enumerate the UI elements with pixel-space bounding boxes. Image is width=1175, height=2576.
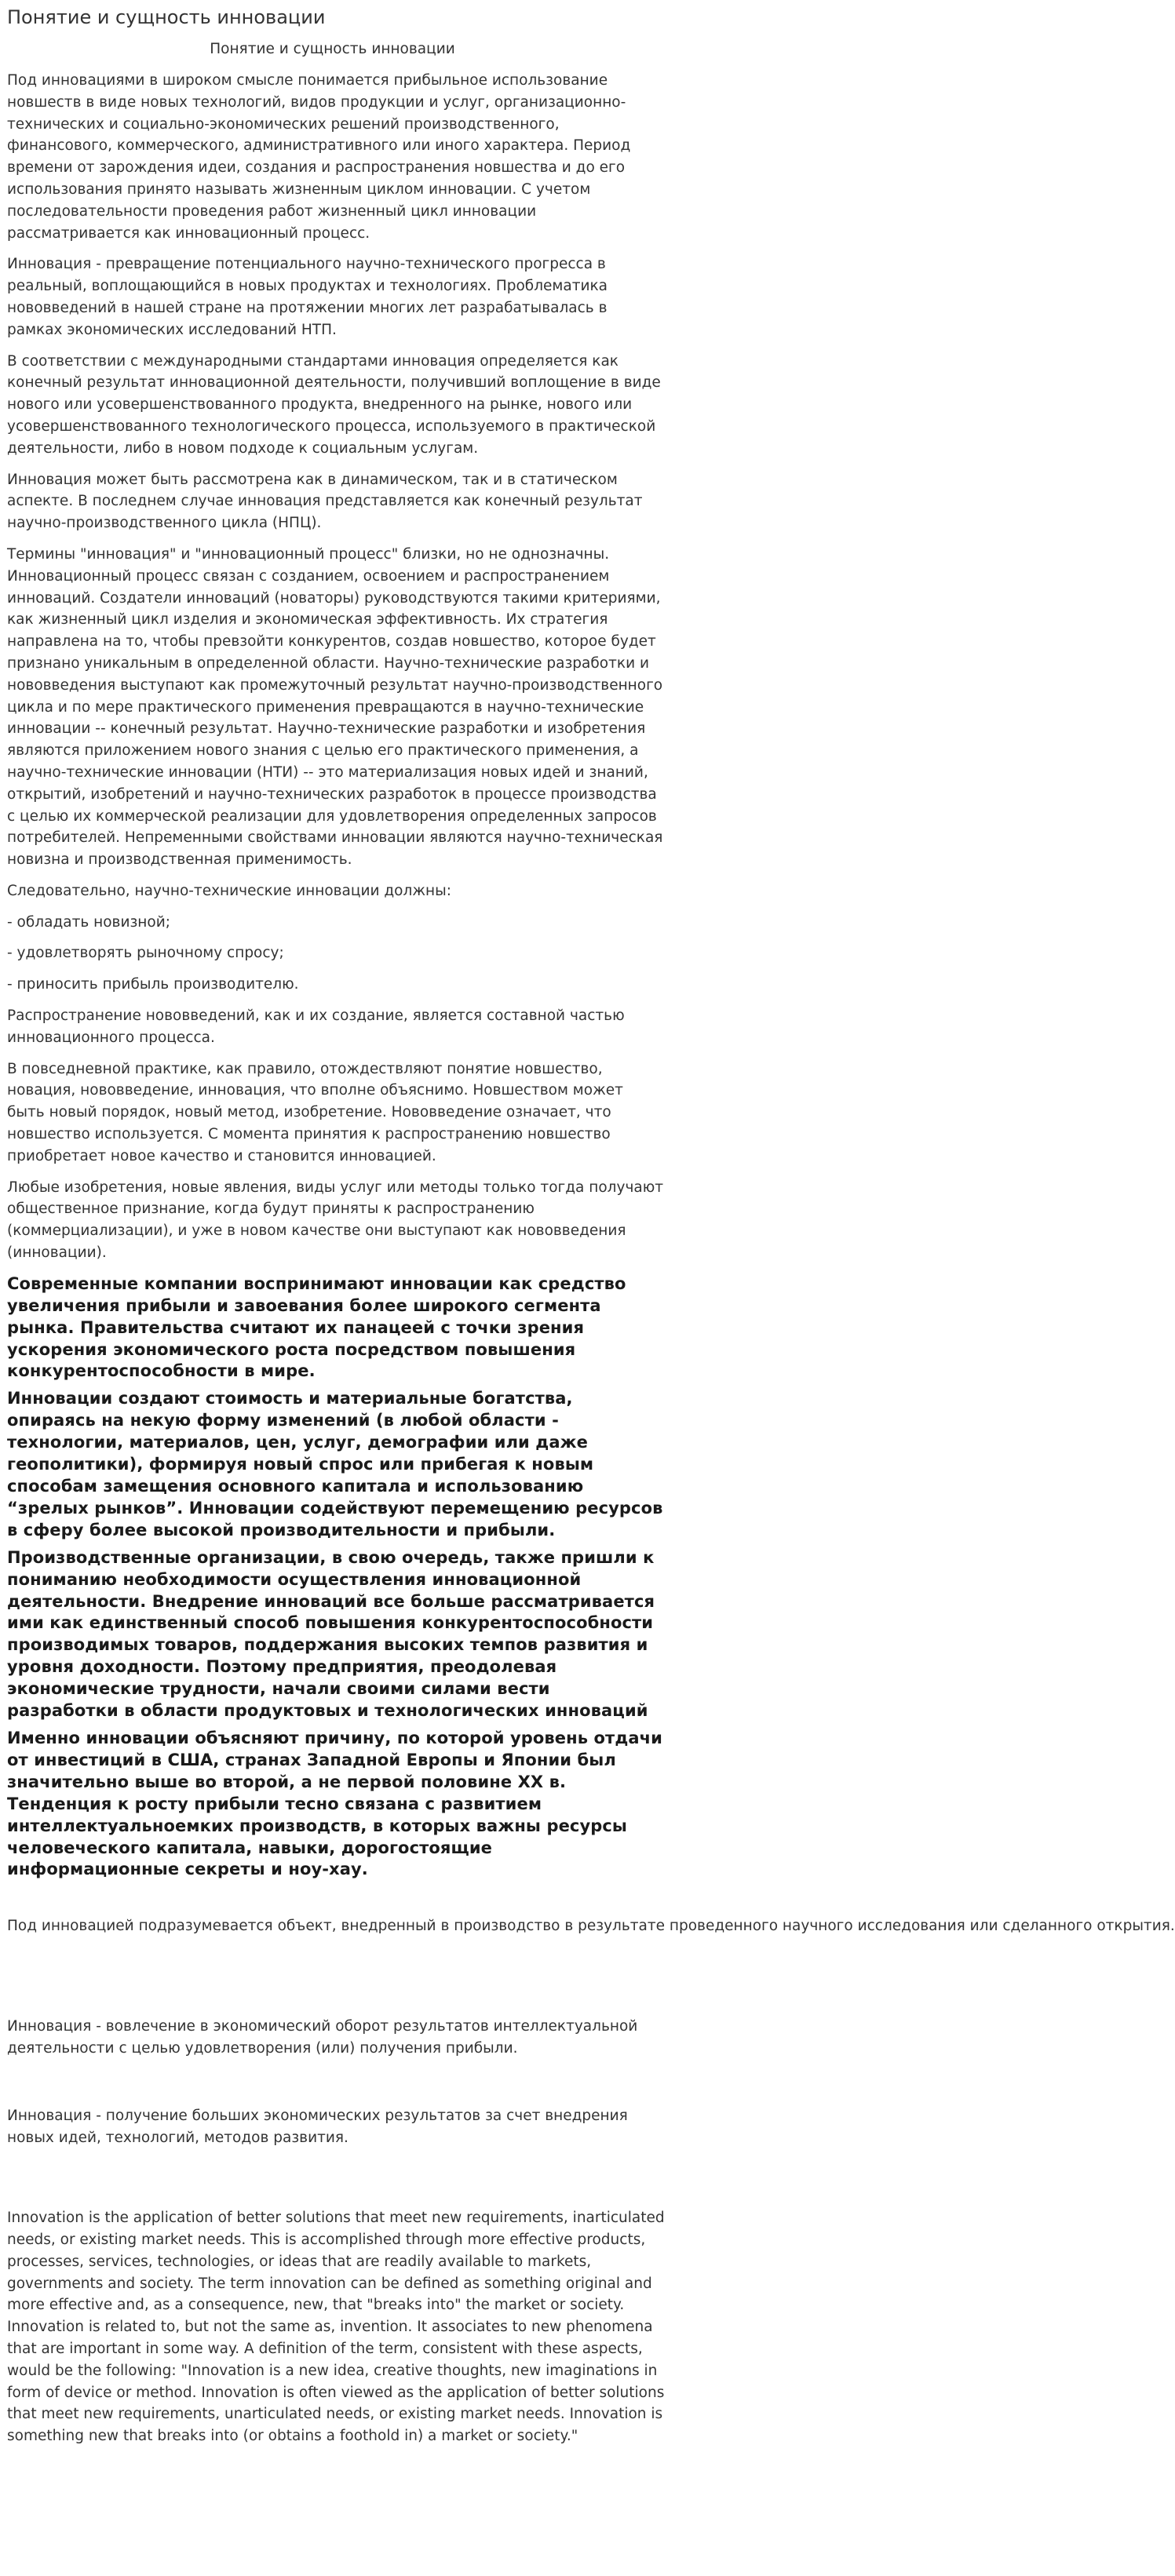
list-item-market-demand: - удовлетворять рыночному спросу;	[7, 945, 284, 962]
list-item-profit: - приносить прибыль производителю.	[7, 976, 299, 993]
paragraph-innovation-broad: Под инновациями в широком смысле понимается прибыльное использование новшеств в виде новых технологий, видов продукции и услуг, организационно-технических и социально-экономических решений производственного, финансового, коммерческого, административного или иного характера. Период времени от зарождения идеи, создания и распространения новшества и до его использования принято называть жизненным циклом инновации. С учетом последовательности проведения работ жизненный цикл инновации рассматривается как инновационный процесс.	[7, 72, 631, 242]
list-item-novelty: - обладать новизной;	[7, 913, 170, 931]
paragraph-dynamic-static: Инновация может быть рассмотрена как в динамическом, так и в статическом аспекте. В последнем случае инновация представляется как конечный результат научно-производственного цикла (НПЦ).	[7, 471, 643, 532]
definition-object: Под инновацией подразумевается объект, внедренный в производство в результате проведенного научного исследования или сделанного открытия.	[7, 1918, 1175, 1935]
paragraph-terms: Термины "инновация" и "инновационный процесс" близки, но не однозначны. Инновационный процесс связан с созданием, освоением и распространением инноваций. Создатели инноваций (новаторы) руководствуются такими критериями, как жизненный цикл изделия и экономическая эффективность. Их стратегия направлена на то, чтобы превзойти конкурентов, создав новшество, которое будет признано уникальным в определенной области. Научно-технические разработки и нововведения выступают как промежуточный результат научно-производственного цикла и по мере практического применения превращаются в научно-технические инновации -- конечный результат. Научно-технические разработки и изобретения являются приложением нового знания с целью его практического применения, а научно-технические инновации (НТИ) -- это материализация новых идей и знаний, открытий, изобретений и научно-технических разработок в процессе производства с целью их коммерческой реализации для удовлетворения определенных запросов потребителей. Непременными свойствами инновации являются научно-техническая новизна и производственная применимость.	[7, 545, 663, 869]
paragraph-distribution: Распространение нововведений, как и их создание, является составной частью инновационного процесса.	[7, 1007, 625, 1046]
document-subtitle: Понятие и сущность инновации	[210, 41, 455, 57]
english-definition: Innovation is the application of better solutions that meet new requirements, inarticulated needs, or existing market needs. This is accomplished through more effective products, processes, services, technologies, or ideas that are readily available to markets, governments and society. The term innovation can be defined as something original and more effective and, as a consequence, new, that "breaks into" the market or society. Innovation is related to, but not the same as, invention. It associates to new phenomena that are important in some way. A definition of the term, consistent with these aspects, would be the following: "Innovation is a new idea, creative thoughts, new imaginations in form of device or method. Innovation is often viewed as the application of better solutions that meet new requirements, unarticulated needs, or existing market needs. Innovation is something new that breaks into (or obtains a foothold in) a market or society."	[7, 2210, 665, 2445]
page-title: Понятие и сущность инновации	[7, 6, 326, 28]
paragraph-requirements-intro: Следовательно, научно-технические инновации должны:	[7, 882, 451, 899]
paragraph-innovation-transformation: Инновация - превращение потенциального научно-технического прогресса в реальный, воплощающийся в новых продуктах и технологиях. Проблематика нововведений в нашей стране на протяжении многих лет разрабатывалась в рамках экономических исследований НТП.	[7, 256, 608, 338]
paragraph-everyday-practice: В повседневной практике, как правило, отождествляют понятие новшество, новация, нововведение, инновация, что вполне объяснимо. Новшеством может быть новый порядок, новый метод, изобретение. Нововведение означает, что новшество используется. С момента принятия к распространению новшество приобретает новое качество и становится инновацией.	[7, 1060, 623, 1164]
bold-paragraph-value: Инновации создают стоимость и материальные богатства, опираясь на некую форму изменений (в любой области - технологии, материалов, цен, услуг, демографии или даже геополитики), формируя новый спрос или прибегая к новым способам замещения основного капитала и использованию “зрелых рынков”. Инновации содействуют перемещению ресурсов в сферу более высокой производительности и прибыли.	[7, 1389, 663, 1539]
bold-paragraph-returns: Именно инновации объясняют причину, по которой уровень отдачи от инвестиций в США, странах Западной Европы и Японии был значительно выше во второй, а не первой половине XX в. Тенденция к росту прибыли тесно связана с развитием интеллектуальноемких производств, в которых важны ресурсы человеческого капитала, навыки, дорогостоящие информационные секреты и ноу-хау.	[7, 1728, 662, 1879]
definition-economic-results: Инновация - получение больших экономических результатов за счет внедрения новых идей, технологий, методов развития.	[7, 2107, 628, 2146]
bold-paragraph-organizations: Производственные организации, в свою очередь, также пришли к пониманию необходимости осуществления инновационной деятельности. Внедрение инноваций все больше рассматривается ими как единственный способ повышения конкурентоспособности производимых товаров, поддержания высоких темпов развития и уровня доходности. Поэтому предприятия, преодолевая экономические трудности, начали своими силами вести разработки в области продуктовых и технологических инноваций	[7, 1547, 655, 1721]
bold-paragraph-companies: Современные компании воспринимают инновации как средство увеличения прибыли и завоевания более широкого сегмента рынка. Правительства считают их панацеей с точки зрения ускорения экономического роста посредством повышения конкурентоспособности в мире.	[7, 1273, 626, 1381]
paragraph-inventions: Любые изобретения, новые явления, виды услуг или методы только тогда получают общественное признание, когда будут приняты к распространению (коммерциализации), и уже в новом качестве они выступают как нововведения (инновации).	[7, 1179, 664, 1262]
definition-economic-turnover: Инновация - вовлечение в экономический оборот результатов интеллектуальной деятельности с целью удовлетворения (или) получения прибыли.	[7, 2018, 638, 2057]
paragraph-international-standards: В соответствии с международными стандартами инновация определяется как конечный результат инновационной деятельности, получивший воплощение в виде нового или усовершенствованного продукта, внедренного на рынке, нового или усовершенствованного технологического процесса, используемого в практической деятельности, либо в новом подходе к социальным услугам.	[7, 352, 661, 457]
